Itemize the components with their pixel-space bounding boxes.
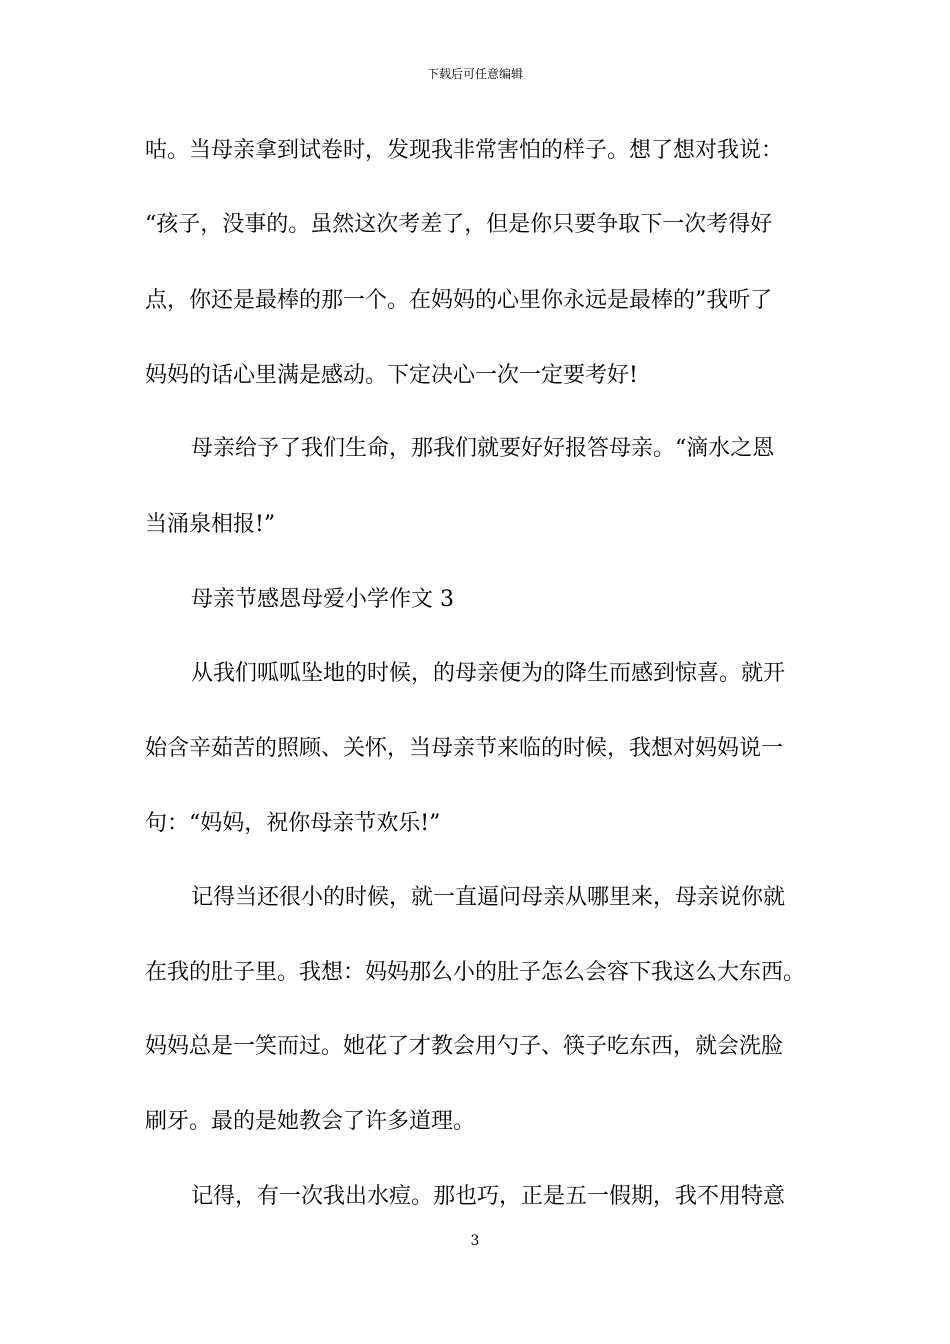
page-header: 下载后可任意编辑 [426,67,523,81]
text-line: 记得，有一次我出水痘。那也巧，正是五一假期，我不用特意 [191,1184,786,1209]
text-line: 咕。当母亲拿到试卷时，发现我非常害怕的样子。想了想对我说： [145,138,784,163]
text-line: 句：“妈妈，祝你母亲节欢乐!” [145,811,441,836]
text-line: 从我们呱呱坠地的时候，的母亲便为的降生而感到惊喜。就开 [191,661,786,686]
text-line: 始含辛茹苦的照顾、关怀，当母亲节来临的时候，我想对妈妈说一 [145,736,784,761]
text-line: 妈妈的话心里满是感动。下定决心一次一定要考好! [145,363,638,388]
text-line: 点，你还是最棒的那一个。在妈妈的心里你永远是最棒的”我听了 [145,288,773,313]
page-number: 3 [470,1233,480,1249]
text-line: 在我的肚子里。我想：妈妈那么小的肚子怎么会容下我这么大东西。 [145,960,806,985]
text-line: 妈妈总是一笑而过。她花了才教会用勺子、筷子吃东西，就会洗脸 [145,1034,784,1059]
section-title: 母亲节感恩母爱小学作文 3 [191,587,454,612]
text-line: 当涌泉相报!” [145,512,276,537]
text-line: 记得当还很小的时候，就一直逼问母亲从哪里来，母亲说你就 [191,885,786,910]
text-line: 母亲给予了我们生命，那我们就要好好报答母亲。“滴水之恩 [191,436,775,461]
text-line: 刷牙。最的是她教会了许多道理。 [145,1109,476,1134]
text-line: “孩子，没事的。虽然这次考差了，但是你只要争取下一次考得好 [145,212,773,237]
